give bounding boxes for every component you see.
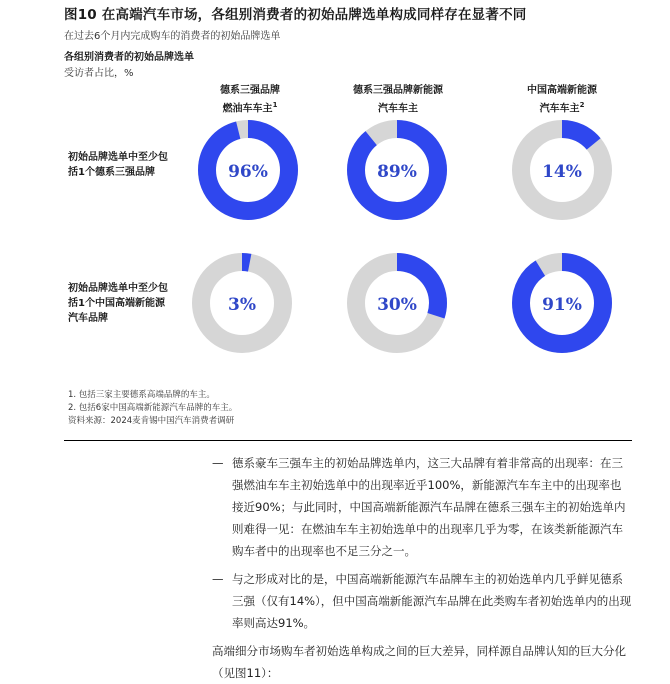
donut-value-label: 14%	[542, 162, 582, 182]
donut-r1-c2	[347, 120, 447, 220]
figure-subtitle: 在过去6个月内完成购车的消费者的初始品牌选单	[64, 31, 281, 42]
column-header-3-line1: 中国高端新能源	[527, 85, 597, 96]
bullet-item-1	[212, 452, 632, 562]
donut-value-label: 91%	[542, 295, 582, 315]
donut-r1-c3	[512, 120, 612, 220]
bullet-item-2	[212, 568, 632, 634]
bullet-text-1: 德系豪车三强车主的初始品牌选单内，这三大品牌有着非常高的出现率：在三强燃油车车主初始选单中的出现率近乎100%，新能源汽车车主中的出现率也接近90%；与此同时，中国高端新能源汽车品牌在德系三强车主的初始选单内则难得一见：在燃油车车主初始选单中的出现率几乎为零，在该类新能源汽车购车者中的出现率也不足三分之一。	[232, 456, 626, 558]
donut-r2-c3	[512, 253, 612, 353]
donut-r2-c2	[347, 253, 447, 353]
column-header-2-line2: 汽车车主	[378, 103, 418, 115]
donut-value-label: 30%	[377, 295, 417, 315]
closing-paragraph: 高端细分市场购车者初始选单构成之间的巨大差异，同样源自品牌认知的巨大分化（见图11）：	[212, 644, 626, 680]
bullet-dash: —	[212, 572, 224, 586]
section-divider	[64, 440, 632, 441]
footnote-1: 1. 包括三家主要德系高端品牌的车主。	[68, 390, 215, 400]
bullet-text-2: 与之形成对比的是，中国高端新能源汽车品牌车主的初始选单内几乎鲜见德系三强（仅有14%），但中国高端新能源汽车品牌在此类购车者初始选单内的出现率则高达91%。	[232, 572, 632, 630]
donut-value-label: 96%	[228, 162, 268, 182]
row-label-2: 初始品牌选单中至少包括1个中国高端新能源汽车品牌	[68, 283, 168, 324]
column-header-1-note: 1	[272, 101, 278, 109]
column-header-2	[318, 83, 478, 116]
donut-r2-c1	[192, 253, 292, 353]
chart-unit: 受访者占比，%	[64, 68, 134, 79]
figure-title: 图10 在高端汽车市场，各组别消费者的初始品牌选单构成同样存在显著不同	[64, 7, 527, 23]
column-header-1-line2: 燃油车车主	[222, 103, 273, 115]
column-header-3-note: 2	[579, 101, 585, 109]
column-header-1	[170, 83, 330, 116]
donut-value-label: 89%	[377, 162, 417, 182]
body-text	[212, 452, 632, 684]
chart-title: 各组别消费者的初始品牌选单	[64, 52, 194, 63]
source-note: 资料来源：2024麦肯锡中国汽车消费者调研	[68, 416, 235, 426]
column-header-2-line1: 德系三强品牌新能源	[353, 85, 443, 96]
column-header-3	[482, 83, 642, 116]
bullet-dash: —	[212, 456, 224, 470]
row-label-1: 初始品牌选单中至少包括1个德系三强品牌	[68, 152, 168, 178]
column-header-1-line1: 德系三强品牌	[220, 85, 280, 96]
donut-r1-c1	[198, 120, 298, 220]
footnote-2: 2. 包括6家中国高端新能源汽车品牌的车主。	[68, 403, 238, 413]
footnotes	[68, 389, 237, 428]
column-header-3-line2: 汽车车主	[539, 103, 580, 115]
donut-value-label: 3%	[228, 295, 256, 315]
